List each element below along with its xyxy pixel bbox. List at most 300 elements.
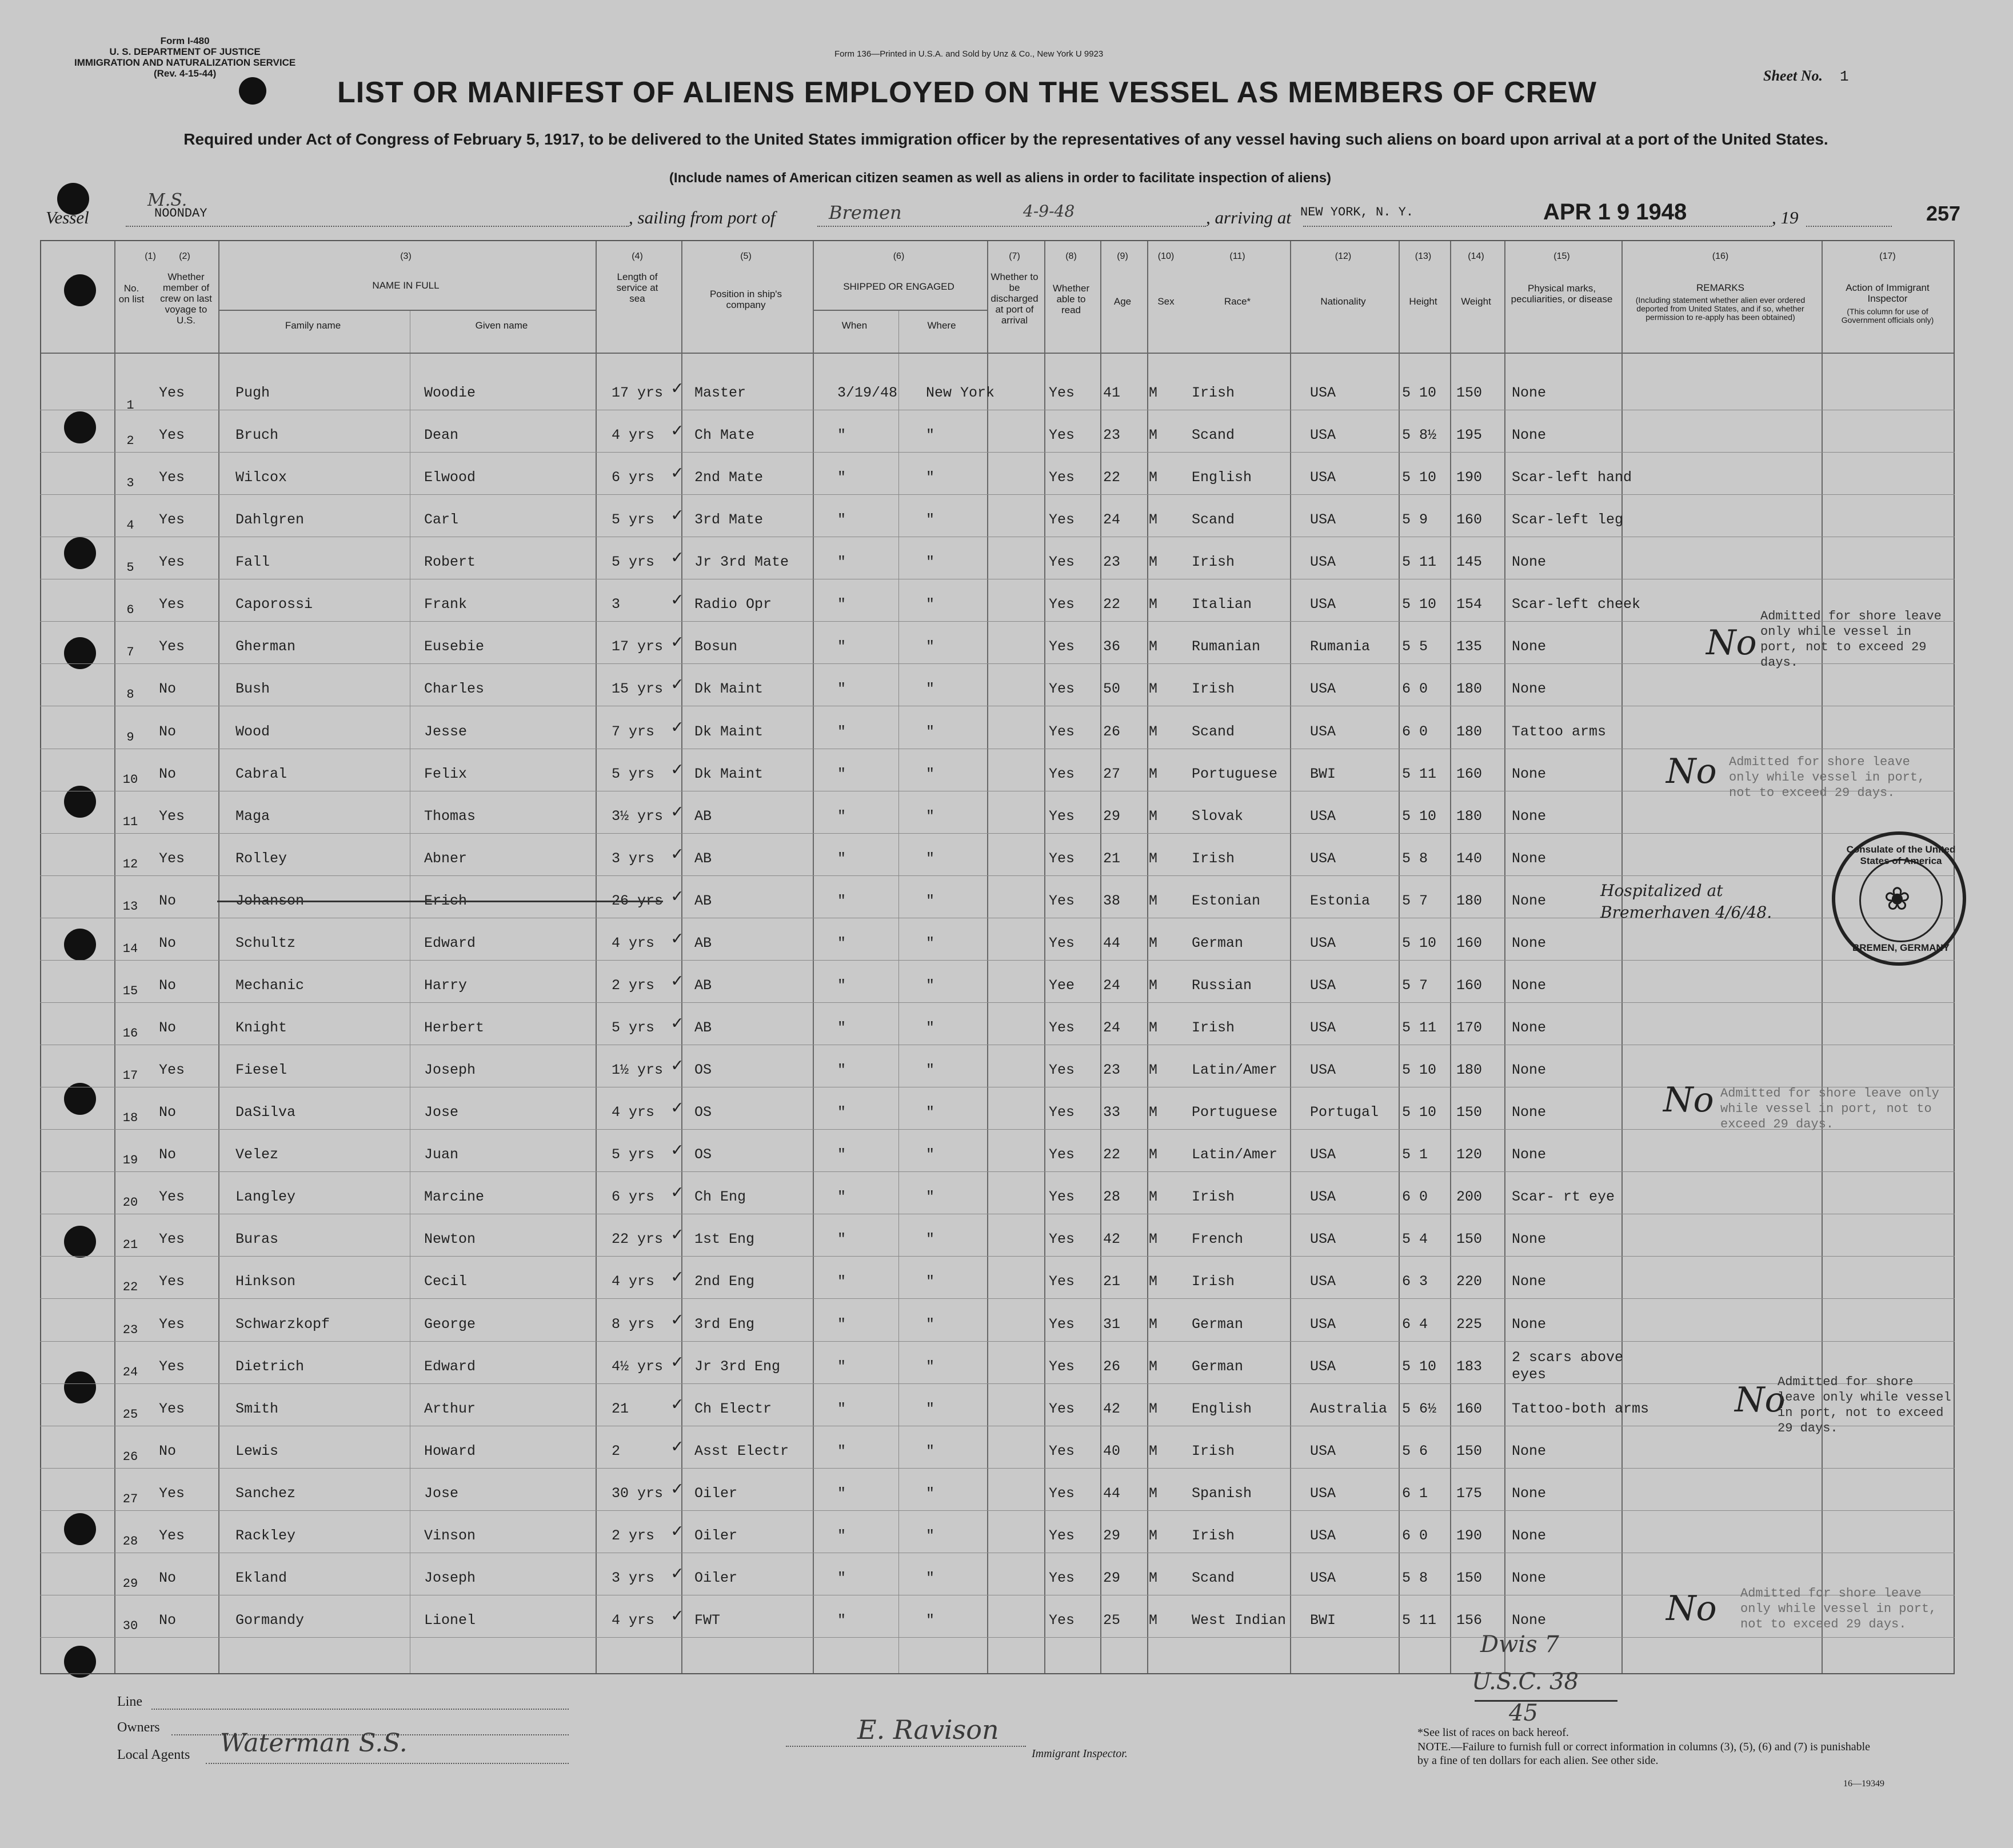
position: OS: [694, 1146, 712, 1163]
age: 29: [1103, 1570, 1121, 1586]
able-to-read: Yes: [1049, 1273, 1075, 1290]
height: 5 7: [1402, 893, 1428, 909]
weight: 180: [1456, 808, 1483, 825]
shipped-when: ": [837, 766, 846, 782]
race: German: [1192, 1316, 1244, 1333]
given-name: Newton: [424, 1231, 476, 1247]
shipped-where: ": [926, 511, 935, 528]
check-mark-icon: ✓: [672, 1055, 683, 1077]
check-mark-icon: ✓: [672, 717, 683, 738]
age: 41: [1103, 385, 1121, 401]
age: 23: [1103, 427, 1121, 443]
sex: M: [1149, 385, 1158, 401]
legal-requirement: Required under Act of Congress of February 5, 1917, to be delivered to the United States immigration officer by the representatives of any vessel having such aliens on board upon arrival at a port of the United States.: [183, 130, 1828, 148]
shipped-where: ": [926, 1570, 935, 1586]
shipped-when: ": [837, 1019, 846, 1036]
punch-hole: [239, 77, 266, 105]
age: 23: [1103, 1062, 1121, 1078]
weight: 135: [1456, 638, 1483, 655]
sex: M: [1149, 977, 1158, 994]
age: 38: [1103, 893, 1121, 909]
sex: M: [1149, 1570, 1158, 1586]
row-number: 1: [126, 398, 134, 413]
given-name: Joseph: [424, 1570, 476, 1586]
nationality: USA: [1310, 1019, 1336, 1036]
length-of-service: 4½ yrs: [612, 1358, 664, 1375]
row-number: 14: [122, 942, 138, 956]
col-header-age: Age: [1113, 296, 1132, 307]
row-number: 4: [126, 518, 134, 533]
given-name: Charles: [424, 681, 485, 697]
age: 42: [1103, 1401, 1121, 1417]
department: U. S. DEPARTMENT OF JUSTICE: [109, 46, 261, 57]
check-mark-icon: ✓: [672, 971, 683, 992]
sailing-label: , sailing from port of: [629, 207, 776, 227]
shipped-when: ": [837, 511, 846, 528]
col-num-17: (17): [1879, 251, 1896, 261]
sex: M: [1149, 1062, 1158, 1078]
sex: M: [1149, 1146, 1158, 1163]
given-name: Elwood: [424, 469, 476, 486]
nationality: USA: [1310, 808, 1336, 825]
able-to-read: Yes: [1049, 638, 1075, 655]
position: AB: [694, 1019, 712, 1036]
shipped-when: ": [837, 596, 846, 613]
position: OS: [694, 1062, 712, 1078]
crew-table: [40, 240, 1955, 1674]
race: Italian: [1192, 596, 1252, 613]
row-divider: [40, 1002, 1955, 1003]
row-divider: [40, 621, 1955, 622]
last-voyage: Yes: [159, 1485, 185, 1502]
shipped-where: ": [926, 1189, 935, 1205]
able-to-read: Yes: [1049, 1612, 1075, 1629]
weight: 180: [1456, 1062, 1483, 1078]
check-mark-icon: ✓: [672, 1479, 683, 1500]
shipped-where: New York: [926, 385, 995, 401]
sex: M: [1149, 511, 1158, 528]
height: 5 6: [1402, 1443, 1428, 1459]
row-number: 5: [126, 561, 134, 575]
weight: 145: [1456, 554, 1483, 570]
physical-marks: None: [1512, 808, 1547, 825]
col-header-physical-marks: Physical marks, peculiarities, or disease: [1511, 283, 1613, 305]
nationality: USA: [1310, 385, 1336, 401]
shipped-where: ": [926, 1443, 935, 1459]
check-mark-icon: ✓: [672, 1437, 683, 1458]
row-divider: [40, 1510, 1955, 1511]
given-name: Eusebie: [424, 638, 485, 655]
col-num-11: (11): [1229, 251, 1245, 261]
weight: 160: [1456, 977, 1483, 994]
agents-field: [206, 1763, 569, 1764]
admitted-remark: Admitted for shore leave only while vessel in port, not to exceed 29 days.: [1720, 1086, 1939, 1131]
last-voyage: Yes: [159, 1358, 185, 1375]
age: 21: [1103, 850, 1121, 867]
length-of-service: 2 yrs: [612, 1527, 655, 1544]
shipped-where: ": [926, 850, 935, 867]
service: IMMIGRATION AND NATURALIZATION SERVICE: [74, 57, 296, 68]
col-header-action: Action of Immigrant Inspector: [1846, 282, 1930, 304]
physical-marks: None: [1512, 554, 1547, 570]
age: 25: [1103, 1612, 1121, 1629]
col-header-nationality: Nationality: [1320, 296, 1366, 307]
race: Estonian: [1192, 893, 1261, 909]
family-name: Gormandy: [235, 1612, 305, 1629]
physical-marks: Scar-left cheek: [1512, 596, 1641, 613]
position: AB: [694, 808, 712, 825]
nationality: USA: [1310, 1527, 1336, 1544]
length-of-service: 5 yrs: [612, 766, 655, 782]
sheet-number: [1763, 67, 1849, 85]
weight: 150: [1456, 1570, 1483, 1586]
race: Portuguese: [1192, 1104, 1278, 1121]
nationality: USA: [1310, 1485, 1336, 1502]
position: FWT: [694, 1612, 721, 1629]
length-of-service: 3 yrs: [612, 1570, 655, 1586]
height: 5 11: [1402, 1019, 1437, 1036]
given-name: Marcine: [424, 1189, 485, 1205]
physical-marks: None: [1512, 893, 1547, 909]
nationality: USA: [1310, 977, 1336, 994]
line-label: Line: [117, 1694, 142, 1709]
last-voyage: Yes: [159, 469, 185, 486]
last-voyage: Yes: [159, 1527, 185, 1544]
length-of-service: 15 yrs: [612, 681, 664, 697]
sheet-value: 1: [1840, 68, 1849, 85]
inspector-line: [786, 1746, 1026, 1747]
agents-label: Local Agents: [117, 1747, 190, 1762]
height: 5 10: [1402, 385, 1437, 401]
physical-marks: None: [1512, 850, 1547, 867]
nationality: USA: [1310, 1062, 1336, 1078]
check-mark-icon: ✓: [672, 632, 683, 653]
race: Russian: [1192, 977, 1252, 994]
weight: 180: [1456, 893, 1483, 909]
race: Slovak: [1192, 808, 1244, 825]
family-name: Schultz: [235, 935, 296, 951]
sex: M: [1149, 681, 1158, 697]
shipped-when: ": [837, 1358, 846, 1375]
col-header-when: When: [841, 320, 868, 331]
form-number: Form I-480: [160, 35, 210, 46]
row-number: 17: [122, 1069, 138, 1083]
height: 5 11: [1402, 554, 1437, 570]
physical-marks: None: [1512, 1146, 1547, 1163]
check-mark-icon: ✓: [672, 1267, 683, 1288]
tally-total: 45: [1509, 1700, 1538, 1726]
physical-marks: None: [1512, 1443, 1547, 1459]
revision: (Rev. 4-15-44): [153, 68, 217, 79]
race: Scand: [1192, 1570, 1235, 1586]
shipped-when: 3/19/48: [837, 385, 898, 401]
length-of-service: 30 yrs: [612, 1485, 664, 1502]
shipped-when: ": [837, 1612, 846, 1629]
race: Scand: [1192, 511, 1235, 528]
row-divider: [40, 875, 1955, 876]
last-voyage: No: [159, 681, 177, 697]
age: 44: [1103, 935, 1121, 951]
row-number: 15: [122, 984, 138, 998]
weight: 220: [1456, 1273, 1483, 1290]
race: Irish: [1192, 681, 1235, 697]
position: Ch Electr: [694, 1401, 772, 1417]
age: 23: [1103, 554, 1121, 570]
physical-marks: None: [1512, 935, 1547, 951]
sex: M: [1149, 596, 1158, 613]
col-header-discharged: Whether to be discharged at port of arrival: [990, 271, 1039, 326]
position: Radio Opr: [694, 596, 772, 613]
check-mark-icon: ✓: [672, 590, 683, 611]
row-divider: [40, 1256, 1955, 1257]
age: 29: [1103, 1527, 1121, 1544]
shipped-where: ": [926, 1401, 935, 1417]
shipped-when: ": [837, 1273, 846, 1290]
race: Irish: [1192, 1527, 1235, 1544]
age: 24: [1103, 511, 1121, 528]
printer-credit: Form 136—Printed in U.S.A. and Sold by Unz & Co., New York U 9923: [834, 49, 1104, 59]
length-of-service: 17 yrs: [612, 385, 664, 401]
row-number: 10: [122, 773, 138, 787]
tally-line-1: Dwis 7: [1480, 1631, 1559, 1658]
physical-marks: None: [1512, 1273, 1547, 1290]
position: Master: [694, 385, 746, 401]
col-num-14: (14): [1468, 251, 1484, 261]
sex: M: [1149, 1485, 1158, 1502]
check-mark-icon: ✓: [672, 1563, 683, 1585]
weight: 160: [1456, 511, 1483, 528]
sex: M: [1149, 1273, 1158, 1290]
no-mark: No: [1666, 751, 1717, 791]
race: Irish: [1192, 385, 1235, 401]
check-mark-icon: ✓: [672, 505, 683, 526]
col-header-sex: Sex: [1157, 296, 1175, 307]
given-name: Vinson: [424, 1527, 476, 1544]
height: 5 11: [1402, 1612, 1437, 1629]
last-voyage: No: [159, 977, 177, 994]
shipped-when: ": [837, 469, 846, 486]
row-number: 20: [122, 1195, 138, 1210]
row-number: 28: [122, 1534, 138, 1549]
shipped-where: ": [926, 1316, 935, 1333]
check-mark-icon: ✓: [672, 1352, 683, 1373]
able-to-read: Yes: [1049, 1104, 1075, 1121]
row-number: 22: [122, 1280, 138, 1294]
shipped-when: ": [837, 1316, 846, 1333]
position: AB: [694, 935, 712, 951]
physical-marks: None: [1512, 638, 1547, 655]
physical-marks: None: [1512, 427, 1547, 443]
row-number: 7: [126, 645, 134, 659]
row-number: 29: [122, 1577, 138, 1591]
shipped-when: ": [837, 554, 846, 570]
weight: 150: [1456, 1443, 1483, 1459]
col-num-5: (5): [740, 251, 752, 261]
length-of-service: 5 yrs: [612, 1146, 655, 1163]
col-header-no: No. on list: [118, 283, 145, 305]
row-number: 30: [122, 1619, 138, 1633]
col-num-8: (8): [1065, 251, 1077, 261]
last-voyage: Yes: [159, 1273, 185, 1290]
admitted-remark: Admitted for shore leave only while vessel in port, not to exceed 29 days.: [1760, 609, 1942, 670]
col-num-7: (7): [1009, 251, 1020, 261]
given-name: Abner: [424, 850, 468, 867]
col-header-position: Position in ship's company: [709, 289, 782, 310]
able-to-read: Yes: [1049, 681, 1075, 697]
position: Ch Eng: [694, 1189, 746, 1205]
inspector-signature: E. Ravison: [857, 1714, 999, 1745]
length-of-service: 2 yrs: [612, 977, 655, 994]
check-mark-icon: ✓: [672, 759, 683, 781]
height: 5 8: [1402, 850, 1428, 867]
height: 6 3: [1402, 1273, 1428, 1290]
hospitalized-remark: Hospitalized at Bremerhaven 4/6/48.: [1600, 881, 1772, 922]
family-name: Velez: [235, 1146, 279, 1163]
family-name: Ekland: [235, 1570, 287, 1586]
family-name: Bush: [235, 681, 270, 697]
inspector-label: Immigrant Inspector.: [1032, 1747, 1128, 1760]
row-number: 24: [122, 1365, 138, 1379]
check-mark-icon: ✓: [672, 1140, 683, 1161]
height: 5 7: [1402, 977, 1428, 994]
row-divider: [40, 494, 1955, 495]
nationality: USA: [1310, 511, 1336, 528]
age: 24: [1103, 977, 1121, 994]
check-mark-icon: ✓: [672, 547, 683, 569]
owners-label: Owners: [117, 1720, 160, 1735]
shipped-when: ": [837, 808, 846, 825]
eagle-icon: ❀: [1884, 882, 1911, 917]
given-name: Howard: [424, 1443, 476, 1459]
race: German: [1192, 935, 1244, 951]
able-to-read: Yes: [1049, 1146, 1075, 1163]
nationality: USA: [1310, 1443, 1336, 1459]
height: 5 1: [1402, 1146, 1428, 1163]
col-num-16: (16): [1712, 251, 1729, 261]
sex: M: [1149, 1189, 1158, 1205]
admitted-remark: Admitted for shore leave only while vessel in port, not to exceed 29 days.: [1729, 755, 1926, 800]
no-mark: No: [1663, 1080, 1714, 1120]
nationality: Rumania: [1310, 638, 1371, 655]
race: Irish: [1192, 1443, 1235, 1459]
nationality: USA: [1310, 1146, 1336, 1163]
sex: M: [1149, 850, 1158, 867]
shipped-where: ": [926, 935, 935, 951]
given-name: Felix: [424, 766, 468, 782]
height: 6 0: [1402, 723, 1428, 740]
weight: 225: [1456, 1316, 1483, 1333]
able-to-read: Yes: [1049, 808, 1075, 825]
position: 2nd Mate: [694, 469, 764, 486]
check-mark-icon: ✓: [672, 674, 683, 695]
able-to-read: Yes: [1049, 1231, 1075, 1247]
physical-marks: None: [1512, 385, 1547, 401]
row-number: 26: [122, 1450, 138, 1464]
shipped-when: ": [837, 1443, 846, 1459]
nationality: USA: [1310, 1189, 1336, 1205]
weight: 160: [1456, 1401, 1483, 1417]
position: Bosun: [694, 638, 738, 655]
last-voyage: Yes: [159, 1316, 185, 1333]
check-mark-icon: ✓: [672, 1521, 683, 1542]
race: Irish: [1192, 1189, 1235, 1205]
col-header-name: NAME IN FULL: [372, 280, 440, 291]
family-name: Wilcox: [235, 469, 287, 486]
able-to-read: Yes: [1049, 1485, 1075, 1502]
col-header-remarks: REMARKS: [1696, 282, 1745, 293]
include-note: (Include names of American citizen seamen as well as aliens in order to facilitate inspection of aliens): [669, 170, 1332, 186]
col-header-last-voyage: Whether member of crew on last voyage to U.S.: [160, 271, 212, 326]
able-to-read: Yes: [1049, 469, 1075, 486]
row-number: 19: [122, 1153, 138, 1167]
agents-value: Waterman S.S.: [220, 1729, 408, 1758]
physical-marks: None: [1512, 681, 1547, 697]
physical-marks: Scar- rt eye: [1512, 1189, 1615, 1205]
nationality: USA: [1310, 469, 1336, 486]
sheet-label: Sheet No.: [1763, 67, 1823, 84]
sex: M: [1149, 1231, 1158, 1247]
vessel-info-row: [40, 190, 1983, 231]
race: Latin/Amer: [1192, 1146, 1278, 1163]
shipped-where: ": [926, 1146, 935, 1163]
family-name: Langley: [235, 1189, 296, 1205]
col-header-weight: Weight: [1461, 296, 1491, 307]
length-of-service: 4 yrs: [612, 427, 655, 443]
col-num-15: (15): [1553, 251, 1570, 261]
year-label: , 19: [1772, 207, 1799, 227]
age: 22: [1103, 1146, 1121, 1163]
row-number: 16: [122, 1026, 138, 1041]
sex: M: [1149, 1104, 1158, 1121]
nationality: USA: [1310, 1358, 1336, 1375]
nationality: Estonia: [1310, 893, 1371, 909]
length-of-service: 4 yrs: [612, 1612, 655, 1629]
col-header-service: Length of service at sea: [616, 271, 658, 304]
able-to-read: Yes: [1049, 385, 1075, 401]
weight: 150: [1456, 1104, 1483, 1121]
nationality: BWI: [1310, 766, 1336, 782]
race: Scand: [1192, 427, 1235, 443]
seal-bottom-text: BREMEN, GERMANY: [1852, 942, 1950, 953]
shipped-when: ": [837, 1231, 846, 1247]
last-voyage: No: [159, 935, 177, 951]
age: 50: [1103, 681, 1121, 697]
col-num-9: (9): [1117, 251, 1128, 261]
col-header-given-name: Given name: [475, 320, 528, 331]
position: Dk Maint: [694, 723, 764, 740]
physical-marks: None: [1512, 1570, 1547, 1586]
vessel-label: Vessel: [46, 207, 89, 227]
family-name: Rolley: [235, 850, 287, 867]
check-mark-icon: ✓: [672, 1225, 683, 1246]
physical-marks: 2 scars above eyes: [1512, 1349, 1624, 1383]
length-of-service: 1½ yrs: [612, 1062, 664, 1078]
check-mark-icon: ✓: [672, 844, 683, 865]
row-number: 12: [122, 857, 138, 871]
admitted-remark: Admitted for shore leave only while vessel in port, not to exceed 29 days.: [1740, 1586, 1937, 1631]
row-number: 6: [126, 603, 134, 617]
height: 5 10: [1402, 808, 1437, 825]
height: 6 4: [1402, 1316, 1428, 1333]
shipped-where: ": [926, 808, 935, 825]
col-header-action-note: (This column for use of Government officials only): [1841, 307, 1934, 325]
check-mark-icon: ✓: [672, 1310, 683, 1331]
height: 5 10: [1402, 596, 1437, 613]
col-header-race: Race*: [1224, 296, 1251, 307]
position: Oiler: [694, 1570, 738, 1586]
family-name: Schwarzkopf: [235, 1316, 330, 1333]
race: English: [1192, 469, 1252, 486]
